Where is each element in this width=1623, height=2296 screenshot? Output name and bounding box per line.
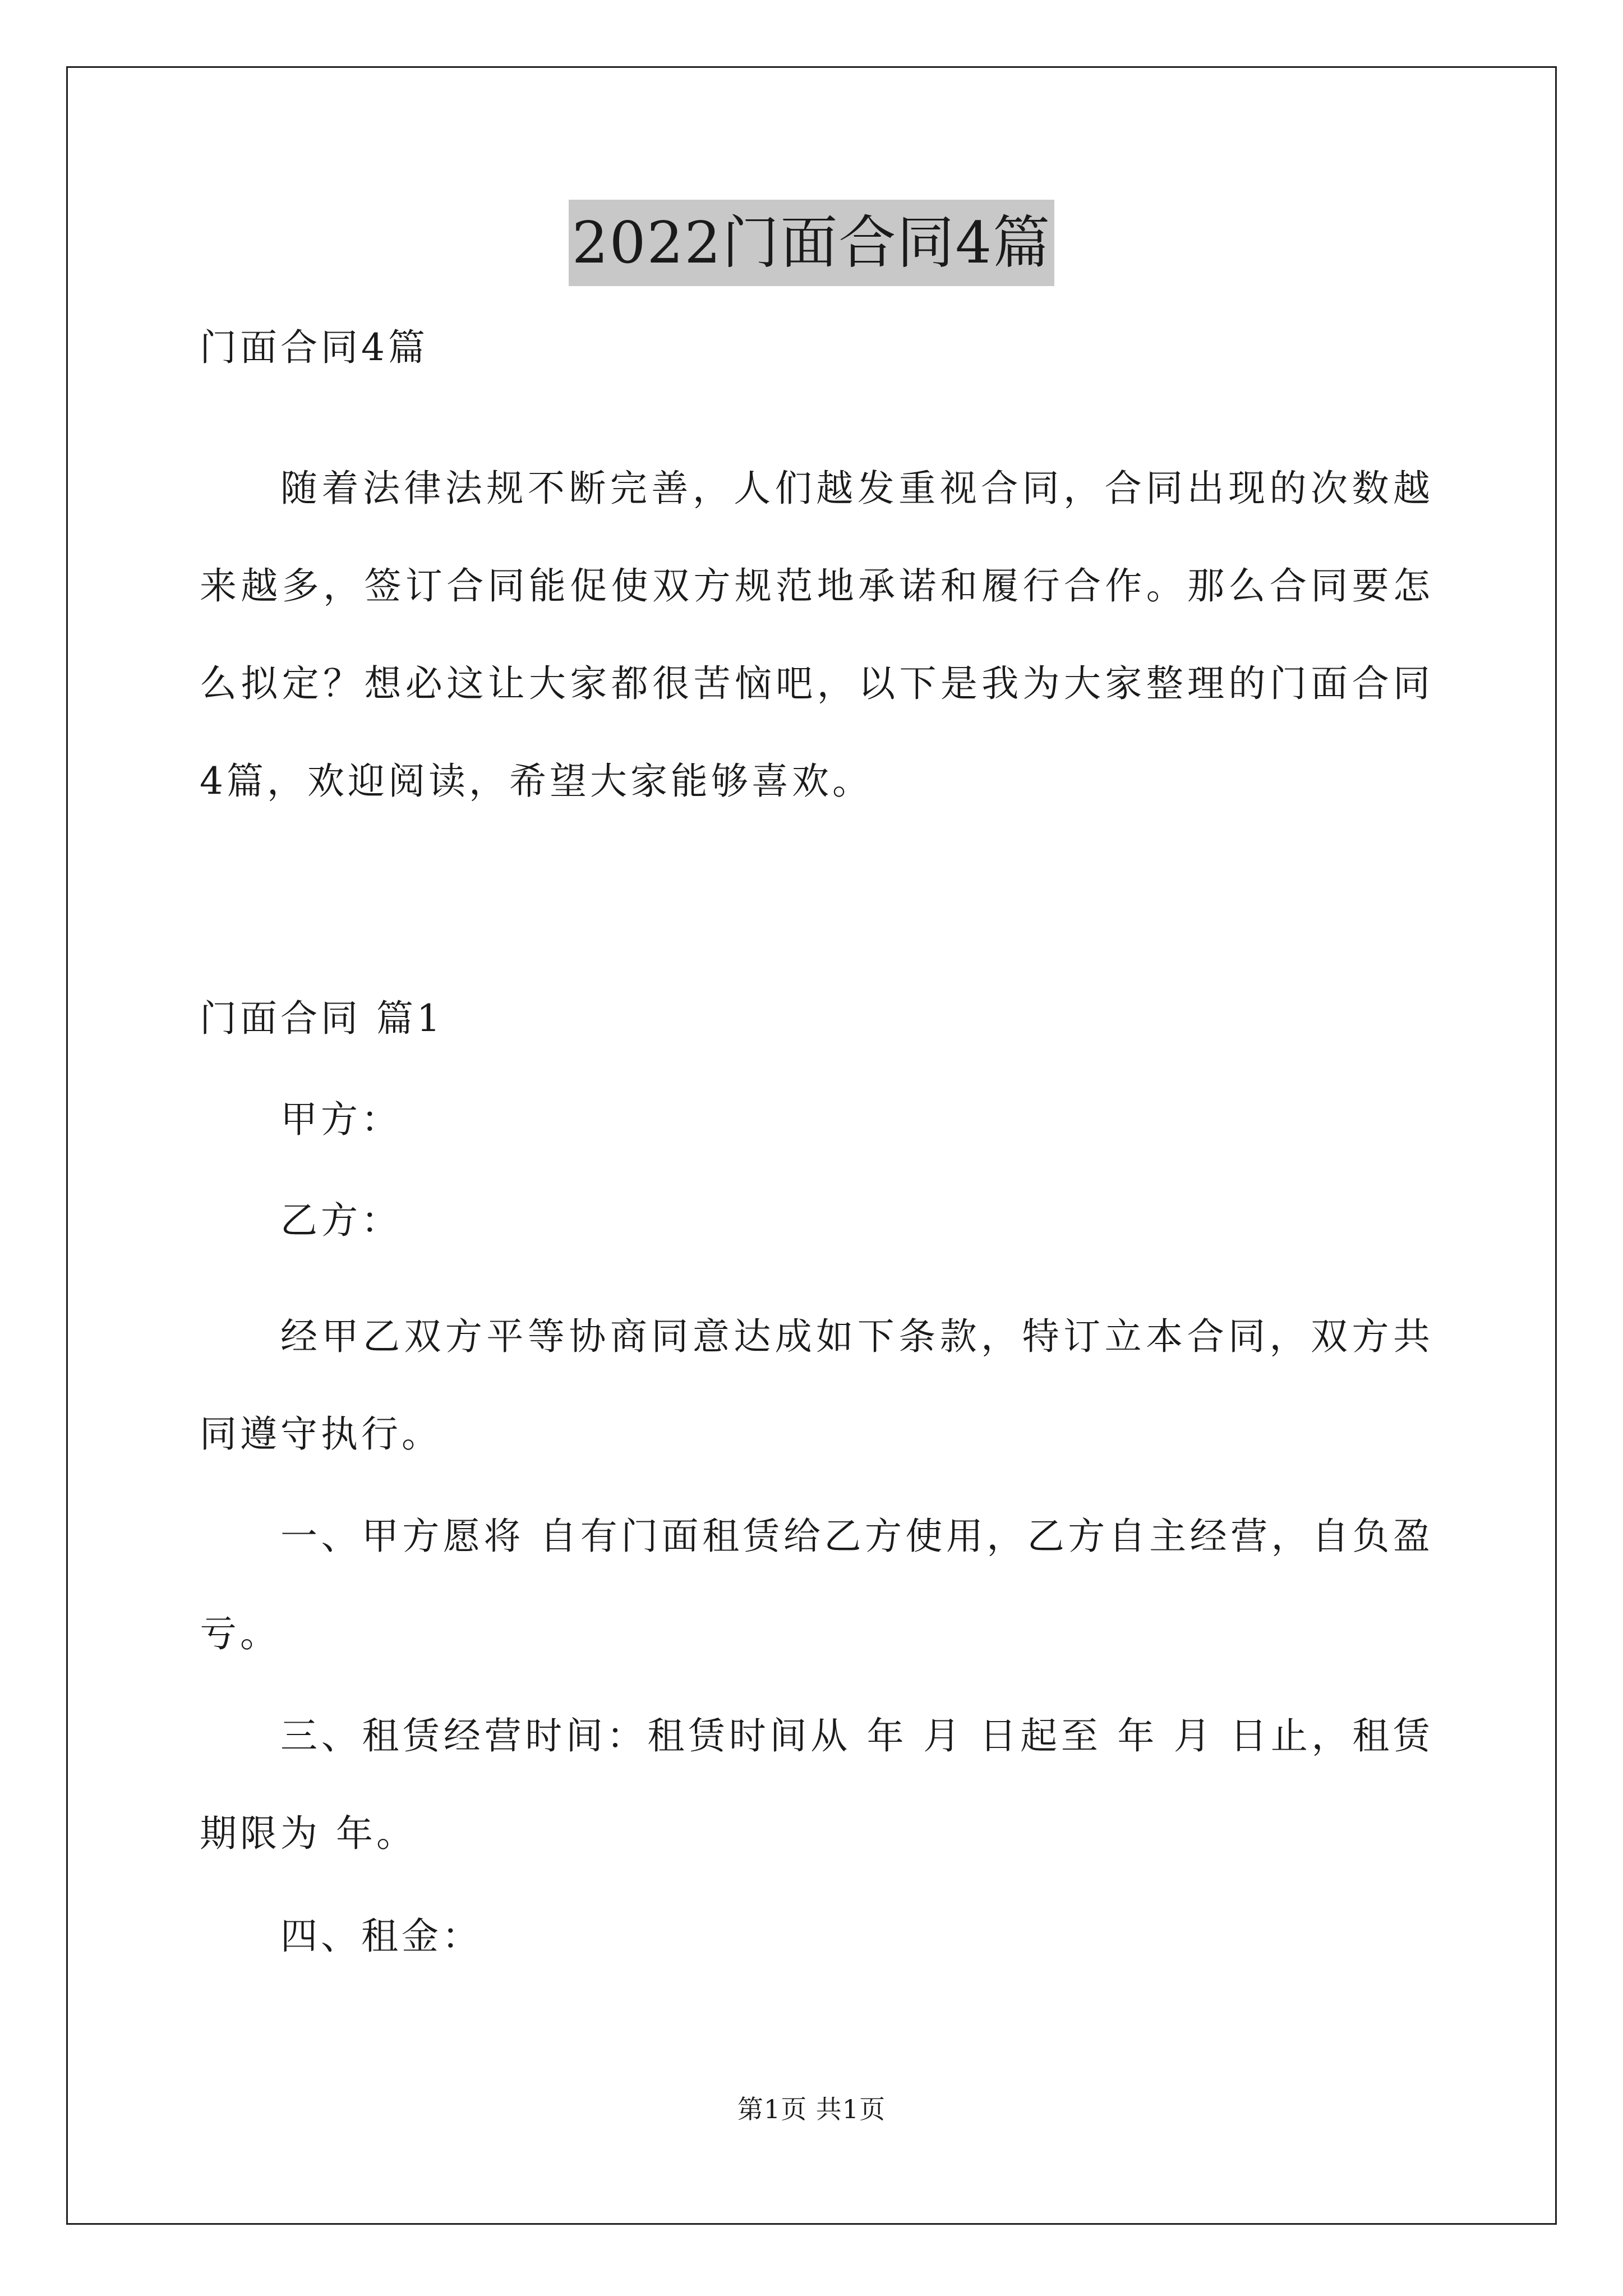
clause-3: 三、租赁经营时间：租赁时间从 年 月 日起至 年 月 日止，租赁期限为 年。 <box>200 1714 1433 1855</box>
party-a-line: 甲方： <box>280 1098 402 1141</box>
clause-preamble: 经甲乙双方平等协商同意达成如下条款，特订立本合同，双方共同遵守执行。 <box>200 1315 1433 1456</box>
page-footer: 第1页 共1页 <box>737 2094 886 2124</box>
section-heading: 门面合同 篇1 <box>200 997 444 1040</box>
clause-4: 四、租金： <box>280 1915 482 1958</box>
title-container <box>0 200 1623 286</box>
document-title: 2022门面合同4篇 <box>569 200 1054 286</box>
clause-1: 一、甲方愿将 自有门面租赁给乙方使用，乙方自主经营，自负盈亏。 <box>200 1515 1433 1655</box>
intro-paragraph: 随着法律法规不断完善，人们越发重视合同，合同出现的次数越来越多，签订合同能促使双方规范地承诺和履行合作。那么合同要怎么拟定？想必这让大家都很苦恼吧，以下是我为大家整理的门面合同4篇，欢迎阅读，希望大家能够喜欢。 <box>200 467 1433 803</box>
party-b-line: 乙方： <box>280 1199 402 1242</box>
document-subtitle: 门面合同4篇 <box>200 326 428 369</box>
